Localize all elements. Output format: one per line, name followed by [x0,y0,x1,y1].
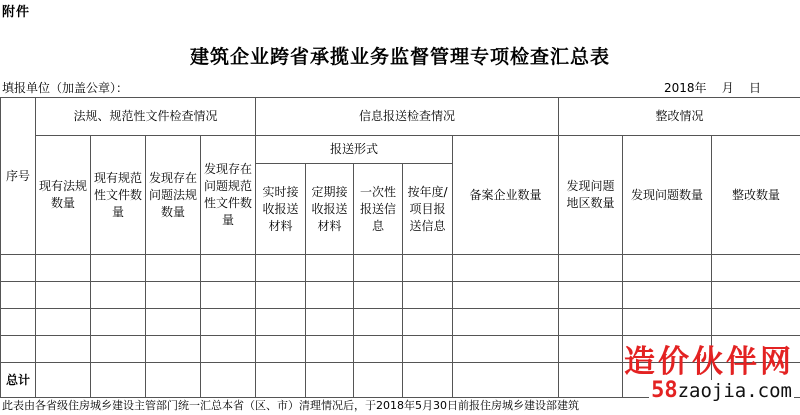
table-row [1,336,800,363]
page-title: 建筑企业跨省承揽业务监督管理专项检查汇总表 [189,46,610,68]
header-existing-regulations: 现有法规数量 [36,136,91,255]
header-yearly: 按年度/项目报送信息 [403,164,453,255]
header-periodic: 定期接收报送材料 [306,164,354,255]
summary-table [0,97,800,398]
header-problem-areas: 发现问题地区数量 [559,136,623,255]
header-report-form: 报送形式 [256,136,453,164]
total-label: 总计 [1,363,36,398]
report-date: 2018年 月 日 [664,81,762,95]
header-problem-regulations: 发现存在问题法规数量 [146,136,201,255]
header-existing-normative: 现有规范性文件数量 [91,136,146,255]
header-group-reporting: 信息报送检查情况 [256,98,559,136]
header-onetime: 一次性报送信息 [354,164,403,255]
watermark-url-domain: zaojia.com [677,380,792,402]
header-problem-count: 发现问题数量 [623,136,712,255]
watermark-url-number: 58 [651,378,678,403]
filler-unit-label: 填报单位（加盖公章）： [2,81,129,95]
header-seq: 序号 [1,98,36,255]
header-group-rectification: 整改情况 [559,98,800,136]
header-problem-normative: 发现存在问题规范性文件数量 [201,136,256,255]
watermark-chinese-text: 造价伙伴网 [624,344,794,380]
header-rectified-count: 整改数量 [712,136,800,255]
table-row [1,309,800,336]
header-filed-enterprises: 备案企业数量 [453,136,559,255]
footer-note: 此表由各省级住房城乡建设主管部门统一汇总本省（区、市）清理情况后，于2018年5月30日前报住房城乡建设部建筑 [2,399,579,412]
attachment-label: 附件 [2,5,31,20]
table-row [1,282,800,309]
header-realtime: 实时接收报送材料 [256,164,306,255]
total-row [1,363,800,398]
table-row [1,255,800,282]
header-group-regulations: 法规、规范性文件检查情况 [36,98,256,136]
